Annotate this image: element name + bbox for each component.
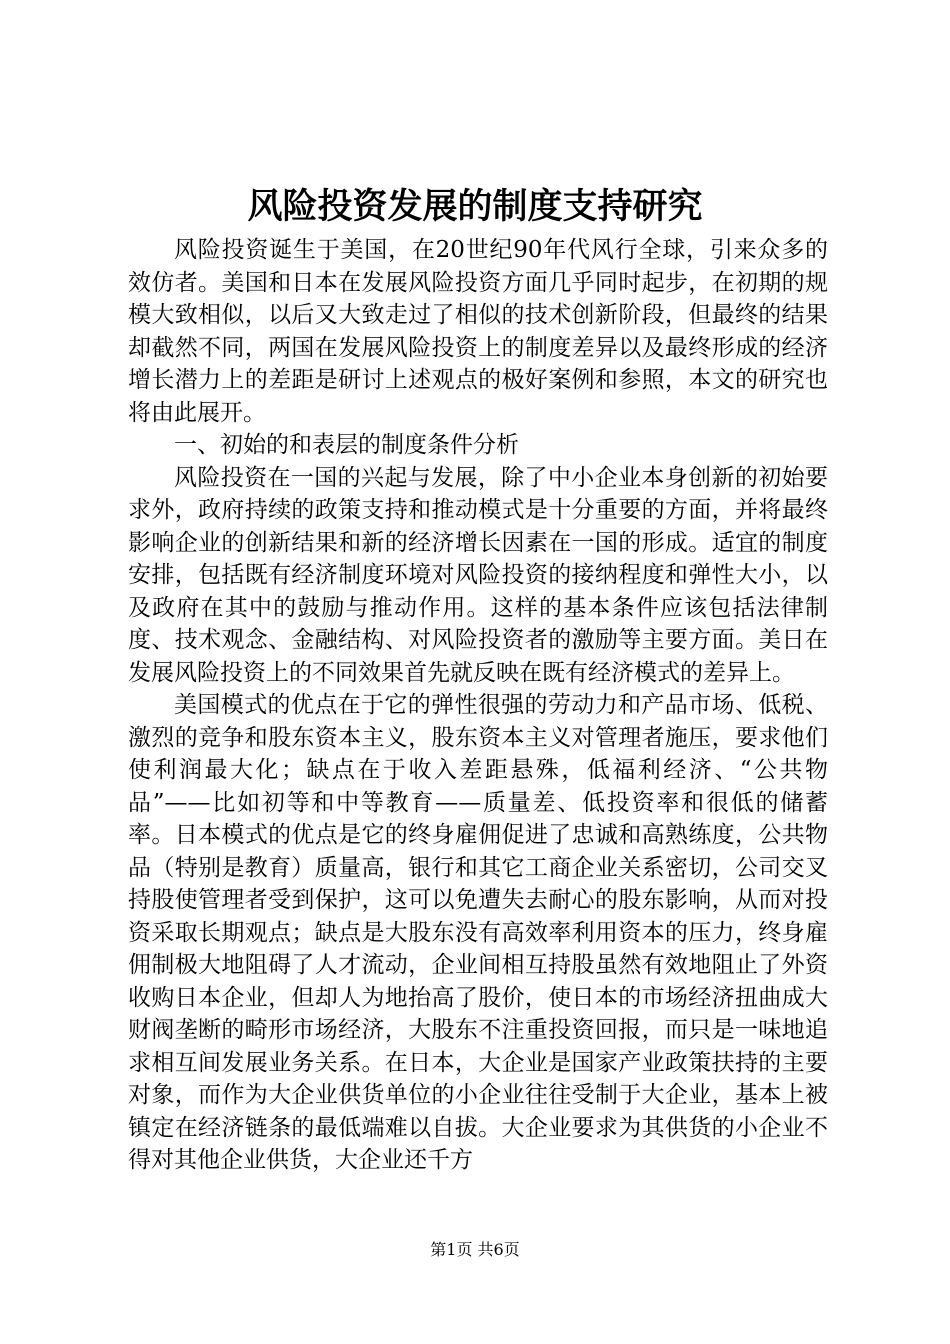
page-footer: 第1页 共6页	[430, 1240, 520, 1259]
paragraph-conditions: 风险投资在一国的兴起与发展，除了中小企业本身创新的初始要求外，政府持续的政策支持和推动模式是十分重要的方面，并将最终影响企业的创新结果和新的经济增长因素在一国的形成。适宜的制度安排，包括既有经济制度环境对风险投资的接纳程度和弹性大小，以及政府在其中的鼓励与推动作用。这样的基本条件应该包括法律制度、技术观念、金融结构、对风险投资者的激励等主要方面。美日在发展风险投资上的不同效果首先就反映在既有经济模式的差异上。	[128, 464, 828, 686]
paragraph-intro: 风险投资诞生于美国，在20世纪90年代风行全球，引来众多的效仿者。美国和日本在发展风险投资方面几乎同时起步，在初期的规模大致相似，以后又大致走过了相似的技术创新阶段，但最终的结果却截然不同，两国在发展风险投资上的制度差异以及最终形成的经济增长潜力上的差距是研讨上述观点的极好案例和参照，本文的研究也将由此展开。	[128, 237, 828, 426]
document-body	[128, 234, 828, 1177]
paragraph-models: 美国模式的优点在于它的弹性很强的劳动力和产品市场、低税、激烈的竞争和股东资本主义，股东资本主义对管理者施压，要求他们使利润最大化；缺点在于收入差距悬殊，低福利经济、“公共物品”——比如初等和中等教育——质量差、低投资率和很低的储蓄率。日本模式的优点是它的终身雇佣促进了忠诚和高熟练度，公共物品（特别是教育）质量高，银行和其它工商企业关系密切，公司交叉持股使管理者受到保护，这可以免遭失去耐心的股东影响，从而对投资采取长期观点；缺点是大股东没有高效率利用资本的压力，终身雇佣制极大地阻碍了人才流动，企业间相互持股虽然有效地阻止了外资收购日本企业，但却人为地抬高了股价，使日本的市场经济扭曲成大财阀垄断的畸形市场经济，大股东不注重投资回报，而只是一味地追求相互间发展业务关系。在日本，大企业是国家产业政策扶持的主要对象，而作为大企业供货单位的小企业往往受制于大企业，基本上被镇定在经济链条的最低端难以自拔。大企业要求为其供货的小企业不得对其他企业供货，大企业还千方	[128, 692, 828, 1173]
page-title: 风险投资发展的制度支持研究	[247, 186, 703, 227]
section-heading: 一、初始的和表层的制度条件分析	[174, 432, 519, 458]
